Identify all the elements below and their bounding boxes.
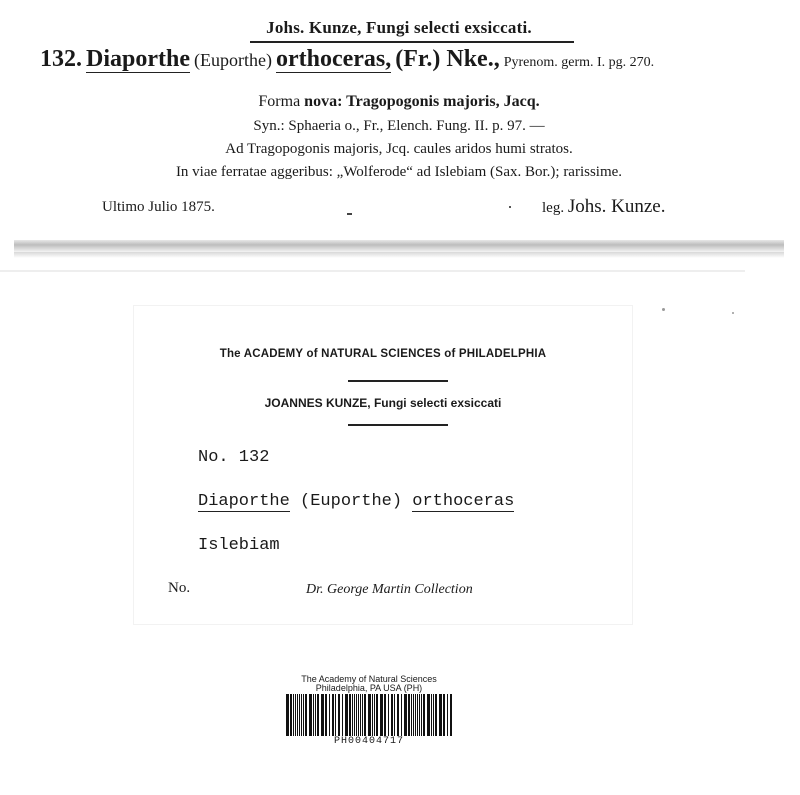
- barcode-bar: [411, 694, 412, 736]
- barcode-bar: [427, 694, 430, 736]
- barcode-bar: [450, 694, 452, 736]
- genus-name: Diaporthe: [86, 46, 190, 72]
- ansp-label: [134, 306, 632, 624]
- barcode-bar: [329, 694, 330, 736]
- series-title: Johs. Kunze, Fungi selecti exsiccati.: [266, 18, 532, 37]
- barcode-bar: [397, 694, 399, 736]
- barcode-bar: [293, 694, 294, 736]
- barcode-bar: [345, 694, 348, 736]
- synonym-line: Syn.: Sphaeria o., Fr., Elench. Fung. II. p. 97. —: [253, 118, 545, 134]
- forma-line: [14, 93, 784, 111]
- barcode-bar: [290, 694, 292, 736]
- barcode-bar: [315, 694, 316, 736]
- barcode-bar: [404, 694, 407, 736]
- barcode-bar: [423, 694, 425, 736]
- print-mark: [509, 206, 511, 208]
- barcode-id: PH00404717: [333, 736, 404, 747]
- barcode-bar: [360, 694, 361, 736]
- authority: (Fr.) Nke.,: [395, 46, 500, 72]
- barcode-bar: [439, 694, 442, 736]
- barcode-bar: [354, 694, 355, 736]
- barcode-bar: [317, 694, 319, 736]
- barcode-bar: [421, 694, 422, 736]
- species-name: orthoceras: [412, 492, 515, 511]
- barcode-bar: [401, 694, 402, 736]
- barcode-bar: [431, 694, 432, 736]
- barcode-label: [278, 668, 460, 752]
- barcode-bar: [362, 694, 363, 736]
- collection-name: Dr. George Martin Collection: [306, 582, 473, 597]
- forma-name: nova: Tragopogonis majoris, Jacq.: [304, 93, 540, 110]
- barcode-bar: [313, 694, 314, 736]
- subgenus-name: (Euporthe): [300, 492, 403, 511]
- collector-name: Johs. Kunze.: [567, 196, 666, 217]
- barcode-bar: [286, 694, 289, 736]
- barcode-bar: [372, 694, 373, 736]
- barcode-bar: [364, 694, 366, 736]
- barcode-location: Philadelphia, PA USA (PH): [315, 683, 423, 693]
- barcode-bar: [384, 694, 386, 736]
- host-line: Ad Tragopogonis majoris, Jcq. caules aridos humi stratos.: [225, 141, 573, 157]
- barcode-bar: [321, 694, 324, 736]
- divider: [348, 380, 448, 382]
- institution-name: The ACADEMY of NATURAL SCIENCES of PHILADELPHIA: [219, 348, 547, 360]
- barcode-bar: [408, 694, 410, 736]
- barcode-bar: [417, 694, 418, 736]
- barcode-bar: [325, 694, 327, 736]
- barcode-bar: [413, 694, 414, 736]
- barcode-bar: [309, 694, 312, 736]
- forma-prefix: Forma: [258, 93, 301, 110]
- barcode-bar: [342, 694, 343, 736]
- barcode-bar: [295, 694, 296, 736]
- barcode-bar: [303, 694, 304, 736]
- barcode-bar: [391, 694, 393, 736]
- barcode-bar: [419, 694, 420, 736]
- barcode-bar: [388, 694, 389, 736]
- taxon-line: [40, 46, 654, 73]
- barcode-institution: The Academy of Natural Sciences: [301, 674, 437, 684]
- divider: [348, 424, 448, 426]
- label-edge-shadow: [14, 240, 784, 252]
- barcode-bar: [299, 694, 300, 736]
- collection-date: Ultimo Julio 1875.: [102, 199, 215, 215]
- barcode-bar: [305, 694, 307, 736]
- barcode-bar: [443, 694, 445, 736]
- barcode-bar: [358, 694, 359, 736]
- barcode-bar: [380, 694, 383, 736]
- number-field-label: No.: [168, 580, 191, 596]
- barcode-bar: [301, 694, 302, 736]
- exsiccata-number: 132.: [40, 46, 82, 72]
- label-edge-shadow: [14, 252, 784, 258]
- barcode-bars: [284, 694, 454, 736]
- series-name: JOANNES KUNZE, Fungi selecti exsiccati: [264, 396, 502, 410]
- locality-line: In viae ferratae aggeribus: „Wolferode“ ad Islebiam (Sax. Bor.); rarissime.: [175, 164, 623, 180]
- literature-reference: Pyrenom. germ. I. pg. 270.: [503, 55, 655, 70]
- print-mark: [347, 213, 352, 215]
- taxon-name: [198, 492, 514, 511]
- barcode-bar: [356, 694, 357, 736]
- locality: Islebiam: [198, 536, 280, 555]
- sheet-edge: [0, 270, 745, 272]
- barcode-bar: [435, 694, 437, 736]
- collector-prefix: leg.: [542, 200, 565, 216]
- barcode-bar: [374, 694, 375, 736]
- exsiccata-label: [14, 0, 784, 252]
- barcode-bar: [352, 694, 353, 736]
- barcode-bar: [394, 694, 395, 736]
- title-rule: [250, 41, 574, 43]
- barcode-bar: [335, 694, 336, 736]
- barcode-bar: [297, 694, 298, 736]
- collector-line: [542, 196, 665, 218]
- barcode-bar: [447, 694, 448, 736]
- barcode-bar: [349, 694, 351, 736]
- barcode-bar: [338, 694, 340, 736]
- genus-name: Diaporthe: [198, 492, 290, 511]
- barcode-bar: [368, 694, 371, 736]
- barcode-bar: [415, 694, 416, 736]
- barcode-bar: [376, 694, 378, 736]
- barcode-bar: [332, 694, 334, 736]
- paper-speck: [662, 308, 665, 311]
- barcode-bar: [433, 694, 434, 736]
- specimen-number: No. 132: [198, 448, 270, 467]
- subgenus-name: (Euporthe): [194, 50, 272, 70]
- paper-speck: [732, 312, 734, 314]
- species-name: orthoceras,: [275, 46, 392, 72]
